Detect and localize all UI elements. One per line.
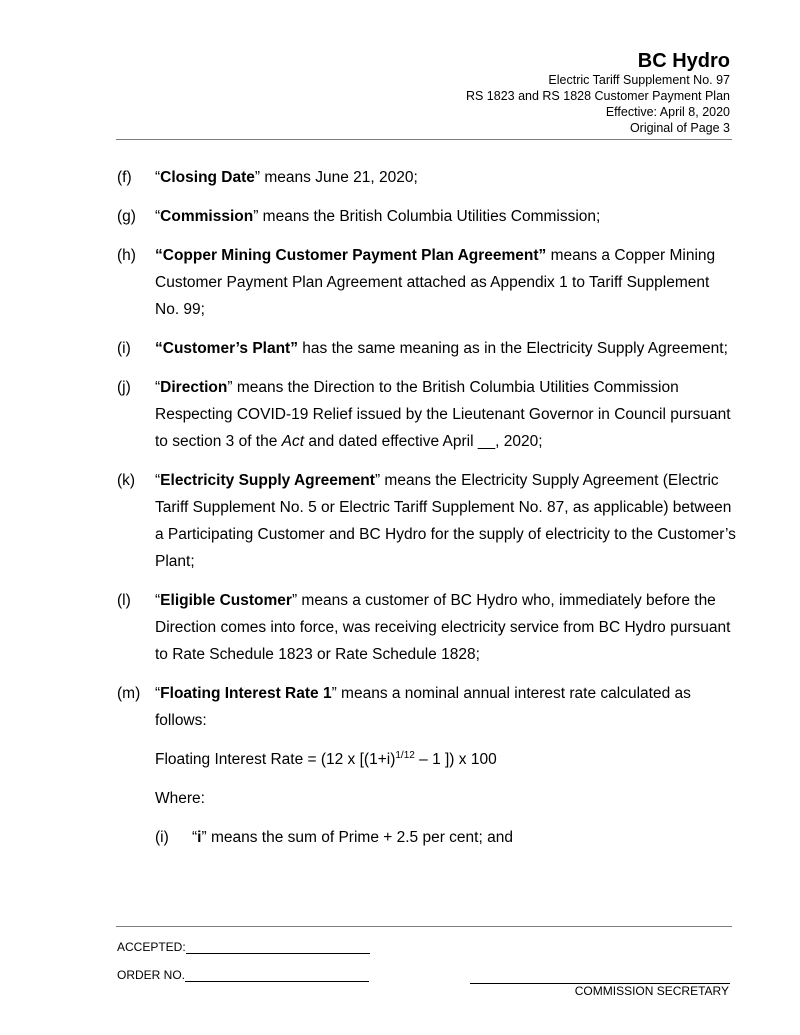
open-quote: “ xyxy=(155,685,161,702)
formula-base: Floating Interest Rate = (12 x [(1+i) xyxy=(155,751,396,768)
close-quote: ” xyxy=(254,169,261,186)
item-label: (k) xyxy=(117,472,136,489)
header-divider xyxy=(116,139,732,140)
close-quote: ” xyxy=(291,592,298,609)
definition-text-end: and dated effective April __, 2020; xyxy=(304,433,543,450)
definitions-list xyxy=(117,164,737,851)
close-quote: ” xyxy=(201,829,207,846)
order-blank xyxy=(185,969,369,982)
signature-label: COMMISSION SECRETARY xyxy=(574,984,729,998)
defined-term: i xyxy=(197,829,202,846)
definition-item xyxy=(117,374,737,455)
definition-text: means a customer of BC Hydro who, immediately before the Direction comes into force, was receiving electricity service from BC Hydro pursuant to Rate Schedule 1823 or Rate Schedule 1828; xyxy=(155,592,731,663)
defined-term: Commission xyxy=(160,208,254,225)
order-label: ORDER NO. xyxy=(117,968,186,982)
definition-text: means the Electricity Supply Agreement (Electric Tariff Supplement No. 5 or Electric Tariff Supplement No. 87, as applicable) between a Participating Customer and BC Hydro for the supply of electricity to the Customer’s Plant; xyxy=(155,472,736,570)
definition-item xyxy=(117,335,737,362)
defined-term: Direction xyxy=(160,379,228,396)
close-quote: ” xyxy=(331,685,337,702)
open-quote: “ xyxy=(155,472,161,489)
close-quote: ” xyxy=(227,379,233,396)
item-label: (j) xyxy=(117,379,131,396)
open-quote: “ xyxy=(155,379,161,396)
definition-item xyxy=(117,242,737,323)
close-quote: ” xyxy=(253,208,259,225)
definition-item xyxy=(117,587,737,668)
item-label: (i) xyxy=(117,340,131,357)
where-label: Where: xyxy=(155,790,205,807)
sub-item-label: (i) xyxy=(155,829,169,846)
defined-term: “Customer’s Plant” xyxy=(155,340,298,357)
page-number: Original of Page 3 xyxy=(629,121,730,135)
open-quote: “ xyxy=(155,208,161,225)
accepted-blank xyxy=(186,941,370,954)
definition-text: has the same meaning as in the Electricity Supply Agreement; xyxy=(297,340,728,357)
accepted-label: ACCEPTED: xyxy=(117,940,186,954)
item-label: (l) xyxy=(117,592,131,609)
rate-schedule-title: RS 1823 and RS 1828 Customer Payment Plan xyxy=(465,89,730,103)
sub-definition-item xyxy=(117,824,737,851)
definition-item xyxy=(117,164,737,191)
accepted-line xyxy=(117,940,370,954)
defined-term: “Copper Mining Customer Payment Plan Agreement” xyxy=(155,247,547,264)
order-line xyxy=(117,968,369,982)
definition-text: means June 21, 2020; xyxy=(260,169,418,186)
item-label: (h) xyxy=(117,247,136,264)
document-header xyxy=(466,50,730,136)
definition-text: means a nominal annual interest rate calculated as follows: xyxy=(155,685,691,729)
brand-name: BC Hydro xyxy=(637,50,730,72)
open-quote: “ xyxy=(155,169,161,186)
act-reference: Act xyxy=(281,433,305,450)
formula-exponent: 1/12 xyxy=(395,749,415,761)
open-quote: “ xyxy=(192,829,198,846)
open-quote: “ xyxy=(155,592,161,609)
definition-text: means the Direction to the British Columbia Utilities Commission Respecting COVID-19 Relief issued by the Lieutenant Governor in Council pursuant to section 3 of the xyxy=(155,379,731,450)
footer-divider xyxy=(116,926,732,927)
defined-term: Eligible Customer xyxy=(160,592,292,609)
effective-date: Effective: April 8, 2020 xyxy=(605,105,730,119)
tariff-supplement-number: Electric Tariff Supplement No. 97 xyxy=(548,73,730,87)
definition-item xyxy=(117,680,737,734)
formula-tail: – 1 ]) x 100 xyxy=(414,751,497,768)
defined-term: Floating Interest Rate 1 xyxy=(160,685,332,702)
defined-term: Closing Date xyxy=(160,169,255,186)
definition-text: means a Copper Mining Customer Payment Plan Agreement attached as Appendix 1 to Tariff Supplement No. 99; xyxy=(155,247,716,318)
definition-item xyxy=(117,467,737,575)
close-quote: ” xyxy=(374,472,381,489)
sub-definition-text: means the sum of Prime + 2.5 per cent; and xyxy=(206,829,513,846)
definition-item xyxy=(117,203,737,230)
defined-term: Electricity Supply Agreement xyxy=(160,472,375,489)
item-label: (g) xyxy=(117,208,136,225)
definition-text: means the British Columbia Utilities Commission; xyxy=(258,208,601,225)
item-label: (f) xyxy=(117,169,132,186)
item-label: (m) xyxy=(117,685,141,702)
formula xyxy=(155,746,737,773)
